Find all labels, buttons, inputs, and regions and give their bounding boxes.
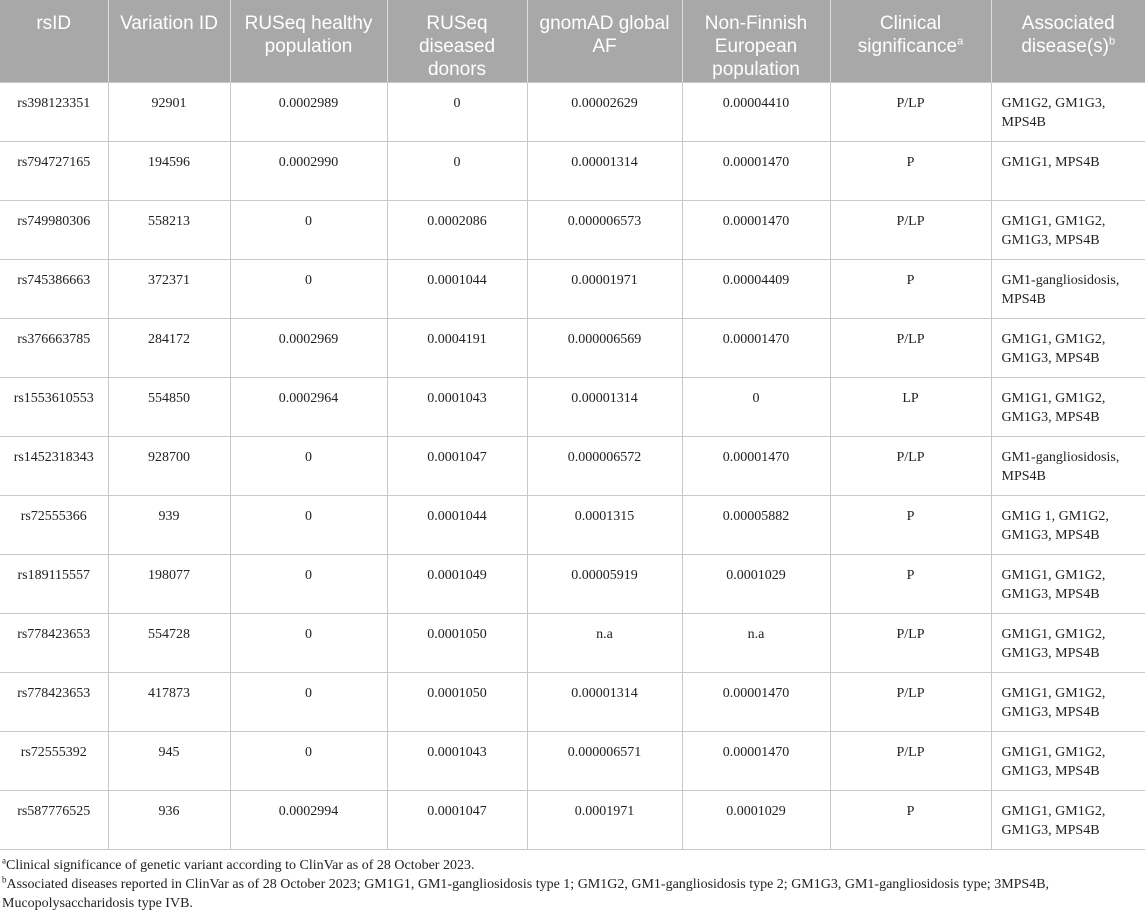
cell-clinical-significance: P (830, 495, 991, 554)
cell-rsid: rs794727165 (0, 141, 108, 200)
cell-rsid: rs72555392 (0, 731, 108, 790)
cell-associated-diseases: GM1-gangliosidosis, MPS4B (991, 259, 1145, 318)
cell-rsid: rs778423653 (0, 613, 108, 672)
cell-gnomad-af: 0.00001314 (527, 141, 682, 200)
cell-nfe-af: 0.00001470 (682, 200, 830, 259)
cell-gnomad-af: 0.00005919 (527, 554, 682, 613)
cell-ruseq-healthy: 0 (230, 613, 387, 672)
header-ruseq-healthy: RUSeq healthy population (230, 0, 387, 82)
cell-associated-diseases: GM1-gangliosidosis, MPS4B (991, 436, 1145, 495)
cell-variation-id: 936 (108, 790, 230, 849)
cell-associated-diseases: GM1G1, GM1G2, GM1G3, MPS4B (991, 672, 1145, 731)
cell-nfe-af: 0.00001470 (682, 318, 830, 377)
cell-ruseq-healthy: 0.0002994 (230, 790, 387, 849)
footnote-b: $^b$Associated diseases reported in ClinVar as of 28 October 2023; GM1G1, GM1-gangliosidosis type 1; GM1G2, GM1-gangliosidosis type 2; GM1G3, GM1-gangliosidosis type; 3MPS4B, Mucopolysaccharidosis type IVB. (2, 873, 1050, 911)
cell-ruseq-healthy: 0 (230, 554, 387, 613)
footnote-mark-a: a (957, 35, 964, 48)
cell-gnomad-af: 0.000006572 (527, 436, 682, 495)
cell-nfe-af: 0.0001029 (682, 554, 830, 613)
cell-nfe-af: 0.00001470 (682, 672, 830, 731)
cell-clinical-significance: P (830, 141, 991, 200)
cell-gnomad-af: 0.0001315 (527, 495, 682, 554)
cell-ruseq-healthy: 0 (230, 436, 387, 495)
cell-ruseq-diseased: 0.0001047 (387, 790, 527, 849)
cell-ruseq-healthy: 0 (230, 495, 387, 554)
cell-gnomad-af: 0.000006571 (527, 731, 682, 790)
cell-nfe-af: 0.0001029 (682, 790, 830, 849)
cell-clinical-significance: LP (830, 377, 991, 436)
cell-associated-diseases: GM1G 1, GM1G2, GM1G3, MPS4B (991, 495, 1145, 554)
cell-ruseq-healthy: 0 (230, 259, 387, 318)
cell-clinical-significance: P (830, 790, 991, 849)
table-row (0, 200, 1145, 259)
cell-associated-diseases: GM1G1, GM1G2, GM1G3, MPS4B (991, 200, 1145, 259)
table-row (0, 731, 1145, 790)
cell-rsid: rs189115557 (0, 554, 108, 613)
cell-rsid: rs1452318343 (0, 436, 108, 495)
cell-associated-diseases: GM1G1, MPS4B (991, 141, 1145, 200)
cell-ruseq-diseased: 0.0001043 (387, 731, 527, 790)
header-ruseq-diseased: RUSeq diseased donors (387, 0, 527, 82)
table-row (0, 141, 1145, 200)
cell-gnomad-af: n.a (527, 613, 682, 672)
cell-associated-diseases: GM1G1, GM1G2, GM1G3, MPS4B (991, 731, 1145, 790)
cell-ruseq-diseased: 0 (387, 82, 527, 141)
table-row (0, 672, 1145, 731)
cell-associated-diseases: GM1G1, GM1G2, GM1G3, MPS4B (991, 613, 1145, 672)
cell-associated-diseases: GM1G1, GM1G2, GM1G3, MPS4B (991, 318, 1145, 377)
cell-associated-diseases: GM1G1, GM1G2, GM1G3, MPS4B (991, 377, 1145, 436)
header-gnomad-af: gnomAD global AF (527, 0, 682, 82)
cell-nfe-af: 0.00001470 (682, 731, 830, 790)
cell-rsid: rs745386663 (0, 259, 108, 318)
cell-variation-id: 372371 (108, 259, 230, 318)
cell-ruseq-diseased: 0 (387, 141, 527, 200)
cell-clinical-significance: P/LP (830, 318, 991, 377)
cell-ruseq-healthy: 0.0002964 (230, 377, 387, 436)
cell-ruseq-diseased: 0.0004191 (387, 318, 527, 377)
cell-rsid: rs1553610553 (0, 377, 108, 436)
cell-ruseq-diseased: 0.0002086 (387, 200, 527, 259)
cell-variation-id: 558213 (108, 200, 230, 259)
cell-nfe-af: 0.00001470 (682, 141, 830, 200)
header-variation-id: Variation ID (108, 0, 230, 82)
cell-nfe-af: 0 (682, 377, 830, 436)
table-row (0, 377, 1145, 436)
footnote-mark-b: b (1109, 35, 1116, 48)
header-row (0, 0, 1145, 82)
cell-ruseq-diseased: 0.0001044 (387, 259, 527, 318)
header-rsid: rsID (0, 0, 108, 82)
table-row (0, 495, 1145, 554)
cell-variation-id: 198077 (108, 554, 230, 613)
cell-nfe-af: 0.00004409 (682, 259, 830, 318)
cell-variation-id: 554728 (108, 613, 230, 672)
cell-rsid: rs587776525 (0, 790, 108, 849)
cell-ruseq-diseased: 0.0001049 (387, 554, 527, 613)
cell-gnomad-af: 0.00002629 (527, 82, 682, 141)
table-body (0, 82, 1145, 849)
table-row (0, 554, 1145, 613)
cell-nfe-af: 0.00005882 (682, 495, 830, 554)
table-row (0, 318, 1145, 377)
cell-ruseq-healthy: 0 (230, 200, 387, 259)
cell-ruseq-healthy: 0.0002989 (230, 82, 387, 141)
cell-gnomad-af: 0.00001971 (527, 259, 682, 318)
cell-variation-id: 928700 (108, 436, 230, 495)
cell-gnomad-af: 0.000006569 (527, 318, 682, 377)
cell-ruseq-diseased: 0.0001044 (387, 495, 527, 554)
cell-rsid: rs778423653 (0, 672, 108, 731)
cell-variation-id: 939 (108, 495, 230, 554)
cell-gnomad-af: 0.000006573 (527, 200, 682, 259)
cell-ruseq-healthy: 0.0002990 (230, 141, 387, 200)
table-row (0, 790, 1145, 849)
cell-gnomad-af: 0.0001971 (527, 790, 682, 849)
cell-ruseq-diseased: 0.0001050 (387, 613, 527, 672)
cell-clinical-significance: P (830, 259, 991, 318)
cell-rsid: rs72555366 (0, 495, 108, 554)
cell-ruseq-healthy: 0 (230, 731, 387, 790)
cell-variation-id: 417873 (108, 672, 230, 731)
cell-clinical-significance: P (830, 554, 991, 613)
cell-associated-diseases: GM1G1, GM1G2, GM1G3, MPS4B (991, 790, 1145, 849)
cell-gnomad-af: 0.00001314 (527, 377, 682, 436)
cell-rsid: rs749980306 (0, 200, 108, 259)
cell-gnomad-af: 0.00001314 (527, 672, 682, 731)
cell-variation-id: 554850 (108, 377, 230, 436)
table-row (0, 436, 1145, 495)
cell-clinical-significance: P/LP (830, 731, 991, 790)
header-nfe-population: Non-Finnish European population (682, 0, 830, 82)
cell-nfe-af: 0.00001470 (682, 436, 830, 495)
cell-ruseq-diseased: 0.0001043 (387, 377, 527, 436)
cell-rsid: rs376663785 (0, 318, 108, 377)
footnotes (0, 850, 1145, 913)
cell-clinical-significance: P/LP (830, 436, 991, 495)
table-row (0, 82, 1145, 141)
cell-variation-id: 92901 (108, 82, 230, 141)
header-associated-diseases: Associated $disease(s)^b$ (991, 0, 1145, 82)
cell-clinical-significance: P/LP (830, 82, 991, 141)
cell-associated-diseases: GM1G1, GM1G2, GM1G3, MPS4B (991, 554, 1145, 613)
table-row (0, 613, 1145, 672)
cell-ruseq-healthy: 0 (230, 672, 387, 731)
cell-nfe-af: 0.00004410 (682, 82, 830, 141)
cell-variation-id: 194596 (108, 141, 230, 200)
cell-rsid: rs398123351 (0, 82, 108, 141)
cell-clinical-significance: P/LP (830, 613, 991, 672)
cell-variation-id: 284172 (108, 318, 230, 377)
header-clinical-significance: Clinical significance$^a$ (830, 0, 991, 82)
cell-ruseq-diseased: 0.0001047 (387, 436, 527, 495)
cell-ruseq-healthy: 0.0002969 (230, 318, 387, 377)
cell-ruseq-diseased: 0.0001050 (387, 672, 527, 731)
cell-associated-diseases: GM1G2, GM1G3, MPS4B (991, 82, 1145, 141)
cell-clinical-significance: P/LP (830, 672, 991, 731)
footnote-a: $^a$Clinical significance of genetic variant according to ClinVar as of 28 October 2023. (2, 854, 475, 873)
cell-variation-id: 945 (108, 731, 230, 790)
table-row (0, 259, 1145, 318)
cell-clinical-significance: P/LP (830, 200, 991, 259)
cell-nfe-af: n.a (682, 613, 830, 672)
